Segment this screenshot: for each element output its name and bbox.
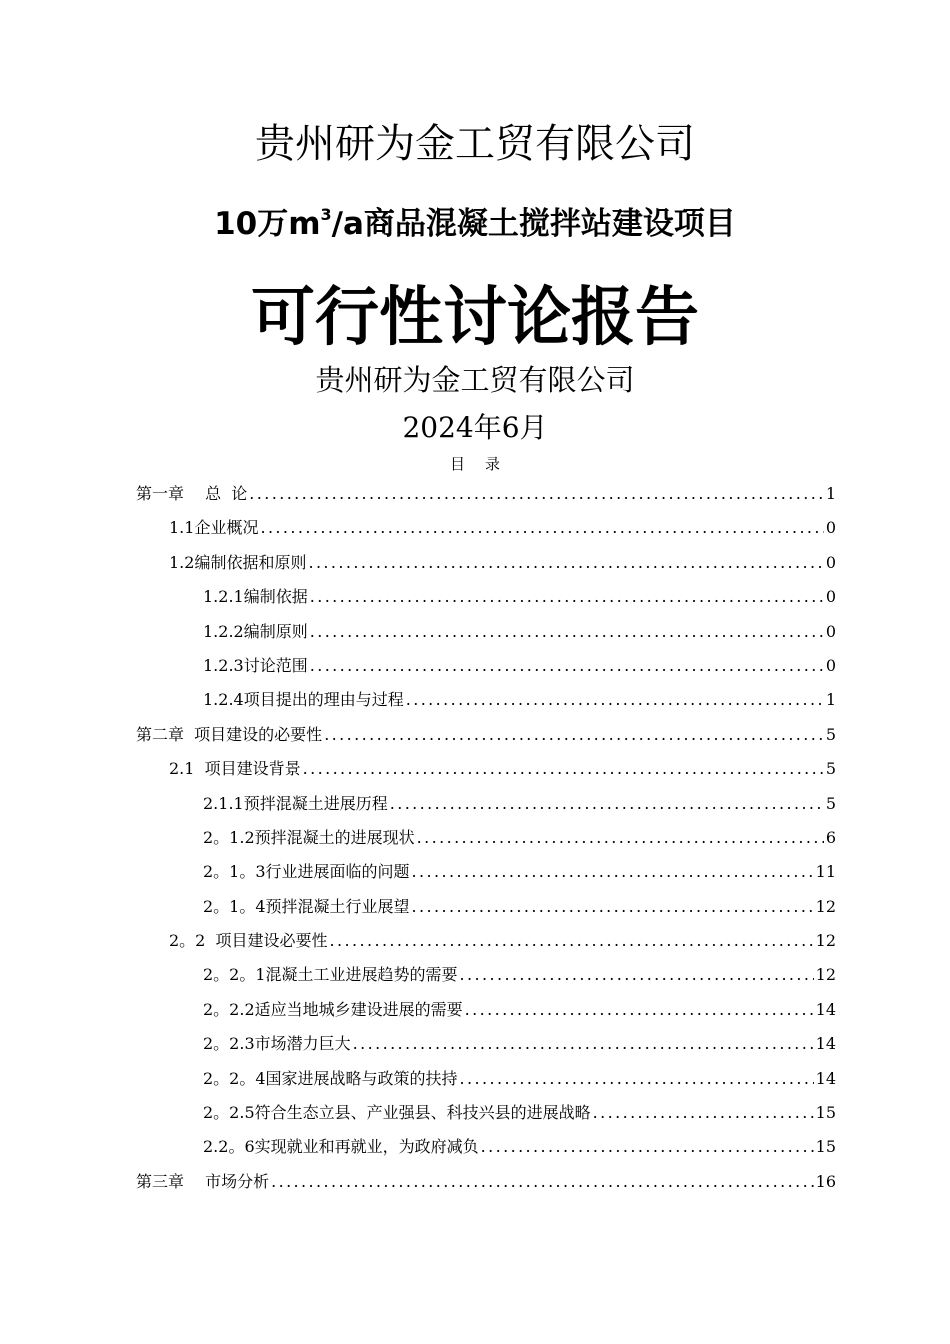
toc-entry-label: 2.1 项目建设背景	[169, 759, 301, 779]
toc-entry-page-number: 14	[815, 999, 836, 1019]
toc-entry[interactable]	[136, 649, 836, 683]
toc-dot-leader	[310, 649, 824, 683]
project-title-prefix: 10万m	[214, 206, 321, 242]
toc-dot-leader	[260, 511, 823, 545]
report-title: 可行性讨论报告	[251, 281, 699, 355]
toc-dot-leader	[353, 1027, 814, 1061]
toc-entry-page-number: 5	[825, 759, 836, 779]
toc-entry[interactable]	[136, 1096, 836, 1130]
toc-entry-label: 2.1.1预拌混凝土进展历程	[203, 793, 388, 813]
toc-entry[interactable]	[136, 958, 836, 992]
toc-entry-label: 第三章 市场分析	[136, 1171, 270, 1191]
toc-entry-label: 2。2.2适应当地城乡建设进展的需要	[203, 999, 463, 1019]
toc-entry-page-number: 12	[815, 931, 836, 951]
toc-entry-label: 2。2。4国家进展战略与政策的扶持	[203, 1068, 458, 1088]
toc-entry-page-number: 15	[815, 1137, 836, 1157]
toc-entry-page-number: 12	[815, 965, 836, 985]
toc-dot-leader	[324, 718, 824, 752]
toc-dot-leader	[465, 993, 814, 1027]
toc-entry-label: 第二章 项目建设的必要性	[136, 724, 323, 744]
toc-entry-label: 2。1。3行业进展面临的问题	[203, 862, 410, 882]
toc-entry-label: 1.1企业概况	[169, 518, 259, 538]
toc-entry-label: 2.2。6实现就业和再就业，为政府减负	[203, 1137, 479, 1157]
toc-entry-page-number: 12	[815, 896, 836, 916]
toc-dot-leader	[406, 683, 824, 717]
toc-entry[interactable]	[136, 1027, 836, 1061]
project-title-suffix: /a商品混凝土搅拌站建设项目	[331, 206, 736, 242]
toc-dot-leader	[303, 752, 824, 786]
toc-dot-leader	[412, 890, 814, 924]
toc-entry-label: 1.2.3讨论范围	[203, 655, 308, 675]
toc-entry-page-number: 0	[825, 518, 836, 538]
toc-entry-label: 2。2.5符合生态立县、产业强县、科技兴县的进展战略	[203, 1103, 591, 1123]
cover-organization: 贵州研为金工贸有限公司	[315, 363, 635, 397]
toc-entry-label: 2。1。4预拌混凝土行业展望	[203, 896, 410, 916]
toc-entry-page-number: 16	[815, 1171, 836, 1191]
cover-project-title	[0, 202, 950, 246]
toc-entry-label: 1.2.1编制依据	[203, 587, 308, 607]
table-of-contents	[136, 477, 836, 1199]
toc-dot-leader	[417, 821, 824, 855]
toc-entry-page-number: 5	[825, 793, 836, 813]
toc-entry[interactable]	[136, 546, 836, 580]
toc-dot-leader	[390, 787, 824, 821]
toc-dot-leader	[481, 1130, 814, 1164]
project-title-superscript: 3	[320, 205, 332, 224]
toc-dot-leader	[330, 924, 814, 958]
toc-entry[interactable]	[136, 1165, 836, 1199]
toc-entry-label: 1.2编制依据和原则	[169, 552, 307, 572]
toc-entry-page-number: 6	[825, 827, 836, 847]
toc-dot-leader	[593, 1096, 814, 1130]
toc-dot-leader	[310, 580, 824, 614]
toc-entry-page-number: 0	[825, 655, 836, 675]
toc-entry[interactable]	[136, 683, 836, 717]
toc-entry-page-number: 11	[815, 862, 836, 882]
toc-entry[interactable]	[136, 855, 836, 889]
toc-entry-label: 1.2.4项目提出的理由与过程	[203, 690, 404, 710]
toc-entry-label: 1.2.2编制原则	[203, 621, 308, 641]
toc-dot-leader	[249, 477, 824, 511]
toc-dot-leader	[271, 1165, 814, 1199]
toc-entry[interactable]	[136, 580, 836, 614]
toc-entry-page-number: 0	[825, 587, 836, 607]
toc-entry[interactable]	[136, 821, 836, 855]
toc-entry-page-number: 14	[815, 1034, 836, 1054]
toc-dot-leader	[310, 615, 824, 649]
toc-entry-label: 2。2.3市场潜力巨大	[203, 1034, 351, 1054]
cover-date: 2024年6月	[402, 411, 548, 444]
toc-entry-page-number: 15	[815, 1103, 836, 1123]
toc-entry-page-number: 1	[825, 484, 836, 503]
toc-entry[interactable]	[136, 511, 836, 545]
toc-entry[interactable]	[136, 924, 836, 958]
toc-entry-page-number: 0	[825, 552, 836, 572]
toc-entry[interactable]	[136, 1130, 836, 1164]
toc-entry-page-number: 5	[825, 724, 836, 744]
toc-entry[interactable]	[136, 1062, 836, 1096]
toc-entry[interactable]	[136, 718, 836, 752]
toc-entry-page-number: 0	[825, 621, 836, 641]
toc-dot-leader	[460, 958, 814, 992]
toc-entry[interactable]	[136, 993, 836, 1027]
toc-dot-leader	[308, 546, 823, 580]
toc-entry[interactable]	[136, 477, 836, 511]
toc-entry[interactable]	[136, 615, 836, 649]
toc-heading: 目录	[449, 455, 520, 473]
toc-entry-label: 第一章 总 论	[136, 484, 248, 503]
toc-dot-leader	[412, 855, 814, 889]
toc-entry-label: 2。2。1混凝土工业进展趋势的需要	[203, 965, 458, 985]
toc-entry[interactable]	[136, 890, 836, 924]
toc-entry-page-number: 14	[815, 1068, 836, 1088]
toc-dot-leader	[460, 1062, 814, 1096]
toc-entry[interactable]	[136, 752, 836, 786]
cover-company-title: 贵州研为金工贸有限公司	[255, 121, 695, 167]
toc-entry-label: 2。2 项目建设必要性	[169, 931, 328, 951]
toc-entry-page-number: 1	[825, 690, 836, 710]
toc-entry-label: 2。1.2预拌混凝土的进展现状	[203, 827, 415, 847]
toc-entry[interactable]	[136, 787, 836, 821]
